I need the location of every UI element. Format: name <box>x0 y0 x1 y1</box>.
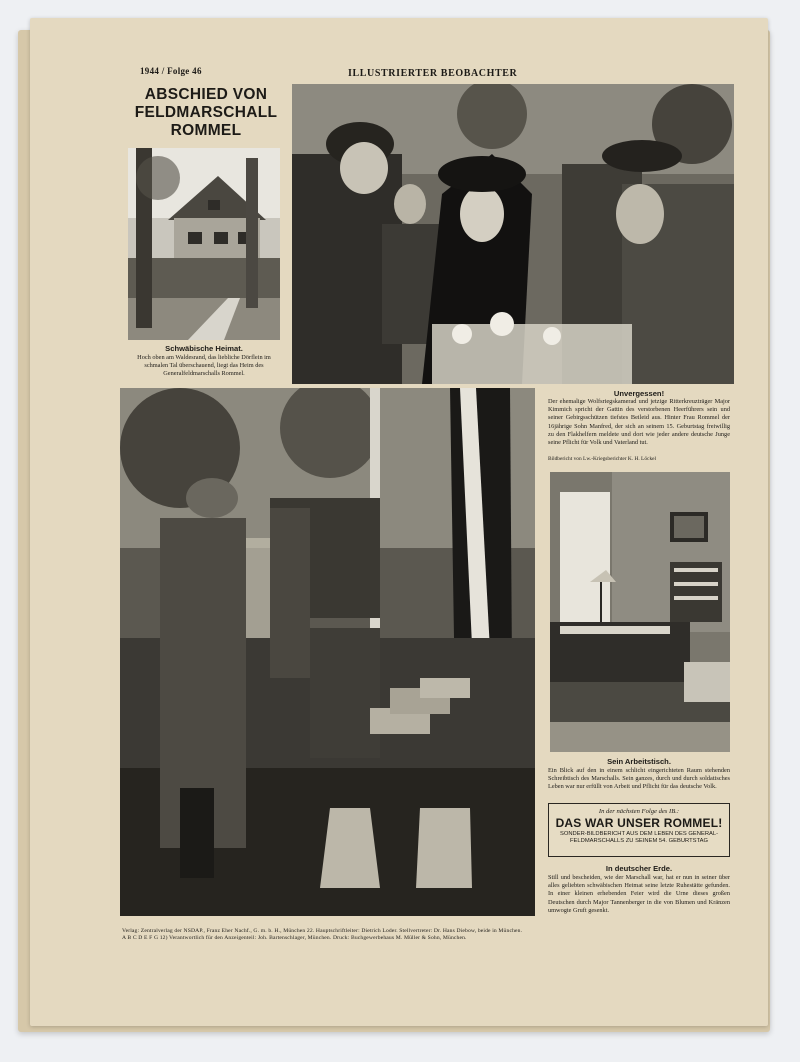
next-issue-subtitle-2: FELDMARSCHALLS ZU SEINEM 54. GEBURTSTAG <box>570 838 708 844</box>
caption-text-earth: Still und bescheiden, wie der Marschall war, hat er nun in seiner über alles geliebten schwäbischen Heimat seine letzte Ruhestätte gefunden. In einer kleinen erhebenden Feier wird die Urne dieses großen Deutschen durch Major Tannenberger in die von Blumen und Kränzen umwogte Gruft gesenkt. <box>548 874 730 914</box>
issue-folio: 1944 / Folge 46 <box>140 66 202 76</box>
desk-photo <box>550 472 730 752</box>
caption-title-desk: Sein Arbeitstisch. <box>607 757 671 766</box>
headline-line-2: FELDMARSCHALL <box>134 104 278 121</box>
condolence-photo <box>292 84 734 384</box>
masthead: ILLUSTRIERTER BEOBACHTER <box>348 68 518 79</box>
imprint <box>122 928 734 943</box>
imprint-line-2: A B C D E F G 12) Verantwortlich für den Anzeigenteil: Joh. Bartenschlager, München. Druck: Buchgewerbehaus M. Müller & Sohn, München. <box>122 935 467 942</box>
house-photo <box>128 148 280 340</box>
burial-photo <box>120 388 535 916</box>
caption-text-home: Hoch oben am Waldesrand, das liebliche Dörflein im schmalen Tal überschauend, liegt das Heim des Generalfeldmarschalls Rommel. <box>137 354 271 378</box>
headline-line-1: ABSCHIED VON <box>144 86 268 103</box>
caption-title-earth: In deutscher Erde. <box>605 864 673 873</box>
caption-title-home: Schwäbische Heimat. <box>165 344 243 353</box>
next-issue-subtitle-1: SONDER-BILDBERICHT AUS DEM LEBEN DES GENERAL- <box>559 831 719 837</box>
caption-text-unforgotten: Der ehemalige Wolfsriegskamerad und jetzige Ritterkreuzträger Major Kimmich spricht der Gattin des verstorbenen Heerführers sein und seiner Gebirgsschützen tiefstes Beileid aus. Hinter Frau Rommel der 16jährige Sohn Manfred, der sich an seinem 15. Geburtstag freiwillig zu den Flakhelfern meldete und dort wie jeder andere deutsche Junge seine Pflicht für Volk und Vaterland tut. <box>548 398 730 447</box>
headline-line-3: ROMMEL <box>170 122 242 139</box>
page-headline <box>126 86 286 140</box>
next-issue-title: DAS WAR UNSER ROMMEL! <box>555 816 723 830</box>
caption-title-unforgotten: Unvergessen! <box>613 389 665 398</box>
imprint-line-1: Verlag: Zentralverlag der NSDAP., Franz Eher Nachf., G. m. b. H., München 22. Hauptschriftleiter: Dietrich Loder. Stellvertreter: Dr. Hans Diebow, beide in München. <box>122 928 523 934</box>
photo-credit: Bildbericht von Lw.-Kriegsberichter K. H. Löckel <box>548 456 657 462</box>
next-issue-box <box>548 803 730 857</box>
next-issue-intro: In der nächsten Folge des IB.: <box>598 808 680 815</box>
caption-text-desk: Ein Blick auf den in einem schlicht eingerichteten Raum stehenden Schreibtisch des Marschalls. Sein ganzes, durch und durch soldatisches Leben war nur erfüllt von Arbeit und Pflicht für das deutsche Volk. <box>548 767 730 791</box>
